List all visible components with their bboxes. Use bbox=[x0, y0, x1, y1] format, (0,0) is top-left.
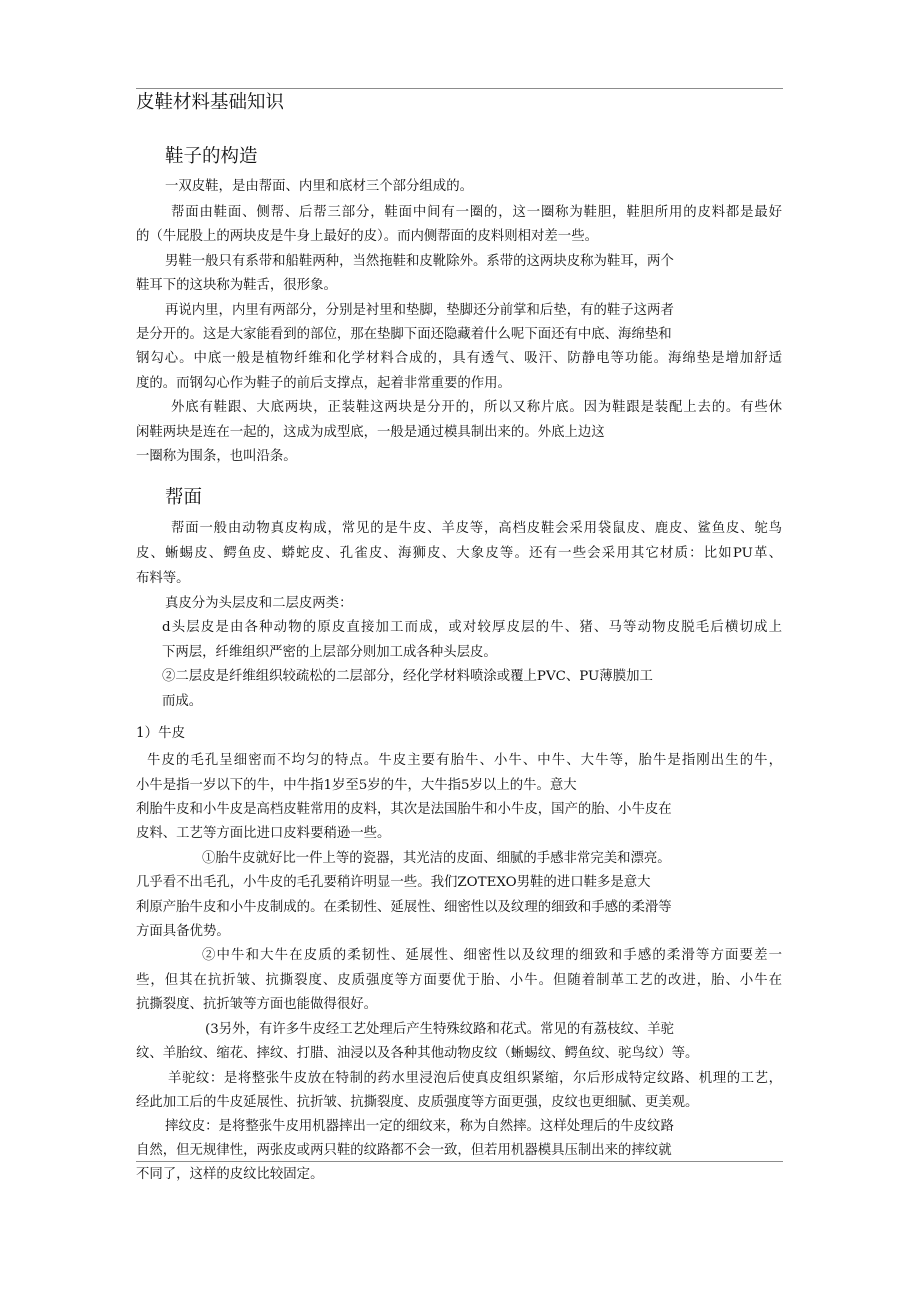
paragraph-line: 羊驼纹：是将整张牛皮放在特制的药水里浸泡后使真皮组织紧缩，尔后形成特定纹路、机理的工艺， bbox=[168, 1071, 782, 1086]
paragraph-line: ②二层皮是纤维组织较疏松的二层部分，经化学材料喷涂或覆上PVC、PU薄膜加工 bbox=[162, 669, 653, 684]
paragraph-line: 闲鞋两块是连在一起的，这成为成型底，一般是通过模具制出来的。外底上边这 bbox=[136, 425, 605, 440]
paragraph-line: 而成。 bbox=[162, 694, 203, 709]
paragraph-line: 度的。而钢勾心作为鞋子的前后支撑点，起着非常重要的作用。 bbox=[136, 376, 511, 391]
header-rule bbox=[136, 88, 783, 89]
paragraph-line: 皮、蜥蜴皮、鳄鱼皮、蟒蛇皮、孔雀皮、海狮皮、大象皮等。还有一些会采用其它材质：比如PU革、 bbox=[136, 546, 782, 561]
paragraph-line: 几乎看不出毛孔，小牛皮的毛孔要稍许明显一些。我们ZOTEXO男鞋的进口鞋多是意大 bbox=[136, 875, 651, 890]
paragraph-line: 的（牛屁股上的两块皮是牛身上最好的皮）。而内侧帮面的皮料则相对差一些。 bbox=[136, 229, 598, 244]
paragraph-line: 真皮分为头层皮和二层皮两类： bbox=[165, 596, 353, 611]
paragraph-line: 下两层，纤维组织严密的上层部分则加工成各种头层皮。 bbox=[162, 645, 497, 660]
paragraph-line: d头层皮是由各种动物的原皮直接加工而成，或对较厚皮层的牛、猪、马等动物皮脱毛后横切成上 bbox=[162, 620, 782, 635]
paragraph-line: 皮料、工艺等方面比进口皮料要稍逊一些。 bbox=[136, 826, 391, 841]
paragraph-line: 钢勾心。中底一般是植物纤维和化学材料合成的，具有透气、吸汗、防静电等功能。海绵垫是增加舒适 bbox=[136, 351, 782, 366]
paragraph-line: ①胎牛皮就好比一件上等的瓷器，其光洁的皮面、细腻的手感非常完美和漂亮。 bbox=[202, 851, 671, 866]
paragraph-line: 方面具备优势。 bbox=[136, 924, 230, 939]
paragraph-line: 纹、羊胎纹、缩花、摔纹、打腊、油浸以及各种其他动物皮纹（蜥蜴纹、鳄鱼纹、驼鸟纹）等。 bbox=[136, 1046, 699, 1061]
paragraph-line: 利原产胎牛皮和小牛皮制成的。在柔韧性、延展性、细密性以及纹理的细致和手感的柔滑等 bbox=[136, 900, 672, 915]
document-title: 皮鞋材料基础知识 bbox=[136, 92, 285, 113]
paragraph-line: 抗撕裂度、抗折皱等方面也能做得很好。 bbox=[136, 997, 378, 1012]
paragraph-line: 牛皮的毛孔呈细密而不均匀的特点。牛皮主要有胎牛、小牛、中牛、大牛等，胎牛是指刚出生的牛， bbox=[147, 753, 782, 768]
section-heading-upper: 帮面 bbox=[165, 487, 203, 508]
paragraph-line: 摔纹皮：是将整张牛皮用机器摔出一定的细纹来，称为自然摔。这样处理后的牛皮纹路 bbox=[165, 1119, 674, 1134]
paragraph-line: 布料等。 bbox=[136, 571, 190, 586]
paragraph-line: (3另外，有许多牛皮经工艺处理后产生特殊纹路和花式。常见的有荔枝纹、羊驼 bbox=[205, 1022, 675, 1037]
paragraph-line: 帮面由鞋面、侧帮、后帮三部分，鞋面中间有一圈的，这一圈称为鞋胆，鞋胆所用的皮料都是最好 bbox=[171, 205, 782, 220]
paragraph-line: 是分开的。这是大家能看到的部位，那在垫脚下面还隐藏着什么呢下面还有中底、海绵垫和 bbox=[136, 327, 672, 342]
paragraph-line: 外底有鞋跟、大底两块，正装鞋这两块是分开的，所以又称片底。因为鞋跟是装配上去的。有些休 bbox=[171, 400, 782, 415]
subsection-heading-cowhide: 1）牛皮 bbox=[136, 725, 186, 741]
paragraph-line: 鞋耳下的这块称为鞋舌，很形象。 bbox=[136, 278, 337, 293]
section-heading-structure: 鞋子的构造 bbox=[165, 146, 258, 167]
paragraph-line: 男鞋一般只有系带和船鞋两种，当然拖鞋和皮靴除外。系带的这两块皮称为鞋耳，两个 bbox=[165, 254, 674, 269]
paragraph-line: 再说内里，内里有两部分，分别是衬里和垫脚，垫脚还分前掌和后垫，有的鞋子这两者 bbox=[165, 303, 674, 318]
paragraph-line: 利胎牛皮和小牛皮是高档皮鞋常用的皮料，其次是法国胎牛和小牛皮，国产的胎、小牛皮在 bbox=[136, 802, 672, 817]
paragraph-line: 一双皮鞋，是由帮面、内里和底材三个部分组成的。 bbox=[165, 179, 473, 194]
paragraph-line: ②中牛和大牛在皮质的柔韧性、延展性、细密性以及纹理的细致和手感的柔滑等方面要差一 bbox=[202, 948, 782, 963]
paragraph-line: 些，但其在抗折皱、抗撕裂度、皮质强度等方面要优于胎、小牛。但随着制革工艺的改进，胎、小牛在 bbox=[136, 973, 782, 988]
footer-rule bbox=[136, 1161, 783, 1162]
paragraph-line: 不同了，这样的皮纹比较固定。 bbox=[136, 1167, 324, 1182]
paragraph-line: 小牛是指一岁以下的牛，中牛指1岁至5岁的牛，大牛指5岁以上的牛。意大 bbox=[136, 778, 577, 793]
paragraph-line: 帮面一般由动物真皮构成，常见的是牛皮、羊皮等，高档皮鞋会采用袋鼠皮、鹿皮、鲨鱼皮、鸵鸟 bbox=[171, 521, 782, 536]
paragraph-line: 自然，但无规律性，两张皮或两只鞋的纹路都不会一致，但若用机器模具压制出来的摔纹就 bbox=[136, 1143, 672, 1158]
paragraph-line: 经此加工后的牛皮延展性、抗折皱、抗撕裂度、皮质强度等方面更强，皮纹也更细腻、更美观。 bbox=[136, 1095, 699, 1110]
paragraph-line: 一圈称为围条，也叫沿条。 bbox=[136, 449, 297, 464]
